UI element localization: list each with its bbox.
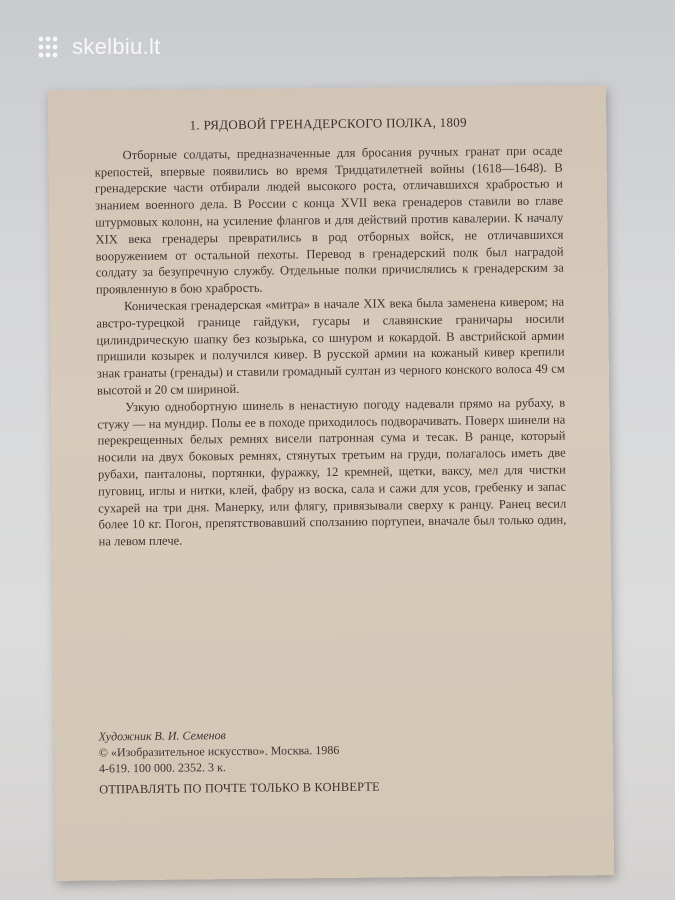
paragraph-uniform-kit: Узкую однобортную шинель в ненастную погоду надевали прямо на рубаху, в стужу — на мундир. Полы ее в походе приходилось подворачивать. Поверх шинели на перекрещенных белых ремнях висели патронная сума и тесак. В ранце, который носили на двух боковых ремнях, стянутых третьим на груди, полагалось иметь две рубахи, панталоны, портянки, фуражку, 12 кремней, щетки, ваксу, мел для чистки пуговиц, иглы и нитки, клей, фабру из воска, сала и сажи для усов, гребенку и запас сухарей на три дня. Манерку, или флягу, привязывали сверху к ранцу. Ранец весил более 10 кг. Погон, препятствовавший сползанию портупеи, вначале был только один, на левом плече.	[97, 395, 567, 549]
paragraph-grenadiers-history: Отборные солдаты, предназначенные для бросания ручных гранат при осаде крепостей, впервые появились во время Тридцатилетней войны (1618—1648). В гренадерские части отбирали людей высокого роста, отличавшихся храбростью и знанием военного дела. В России с конца XVII века гренадеров ставили во главе штурмовых колонн, на усиление флангов и для действий против кавалерии. К началу XIX века гренадеры превратились в род отборных войск, не отличавшихся вооружением от остальной пехоты. Перевод в гренадерский полк был наградой солдату за безупречную службу. Отдельные полки причислялись к гренадерским за проявленную в бою храбрость.	[94, 143, 564, 297]
mailing-note: ОТПРАВЛЯТЬ ПО ПОЧТЕ ТОЛЬКО В КОНВЕРТЕ	[99, 779, 380, 797]
dots-logo-icon	[36, 35, 66, 59]
publisher-credit: © «Изобразительное искусство». Москва. 1986	[98, 742, 340, 760]
print-code: 4-619. 100 000. 2352. 3 к.	[98, 760, 226, 776]
credits	[99, 726, 340, 777]
artist-credit: Художник В. И. Семенов	[98, 728, 226, 744]
postcard-title: 1. РЯДОВОЙ ГРЕНАДЕРСКОГО ПОЛКА, 1809	[189, 114, 467, 133]
paragraph-headwear: Коническая гренадерская «митра» в начале XIX века была заменена кивером; на австро-турецкой границе гайдуки, гусары и славянские граничары носили цилиндрическую шапку без козырька, со шнуром и кокардой. В австрийской армии пришили козырек и получился кивер. В русской армии на кожаный кивер крепили знак гранаты (гренады) и ставили громадный султан из черного конского волоса 49 см высотой и 20 см шириной.	[96, 294, 565, 398]
postcard	[48, 85, 614, 881]
watermark	[36, 34, 161, 60]
watermark-text: skelbiu.lt	[72, 34, 161, 59]
postcard-body	[94, 114, 566, 551]
